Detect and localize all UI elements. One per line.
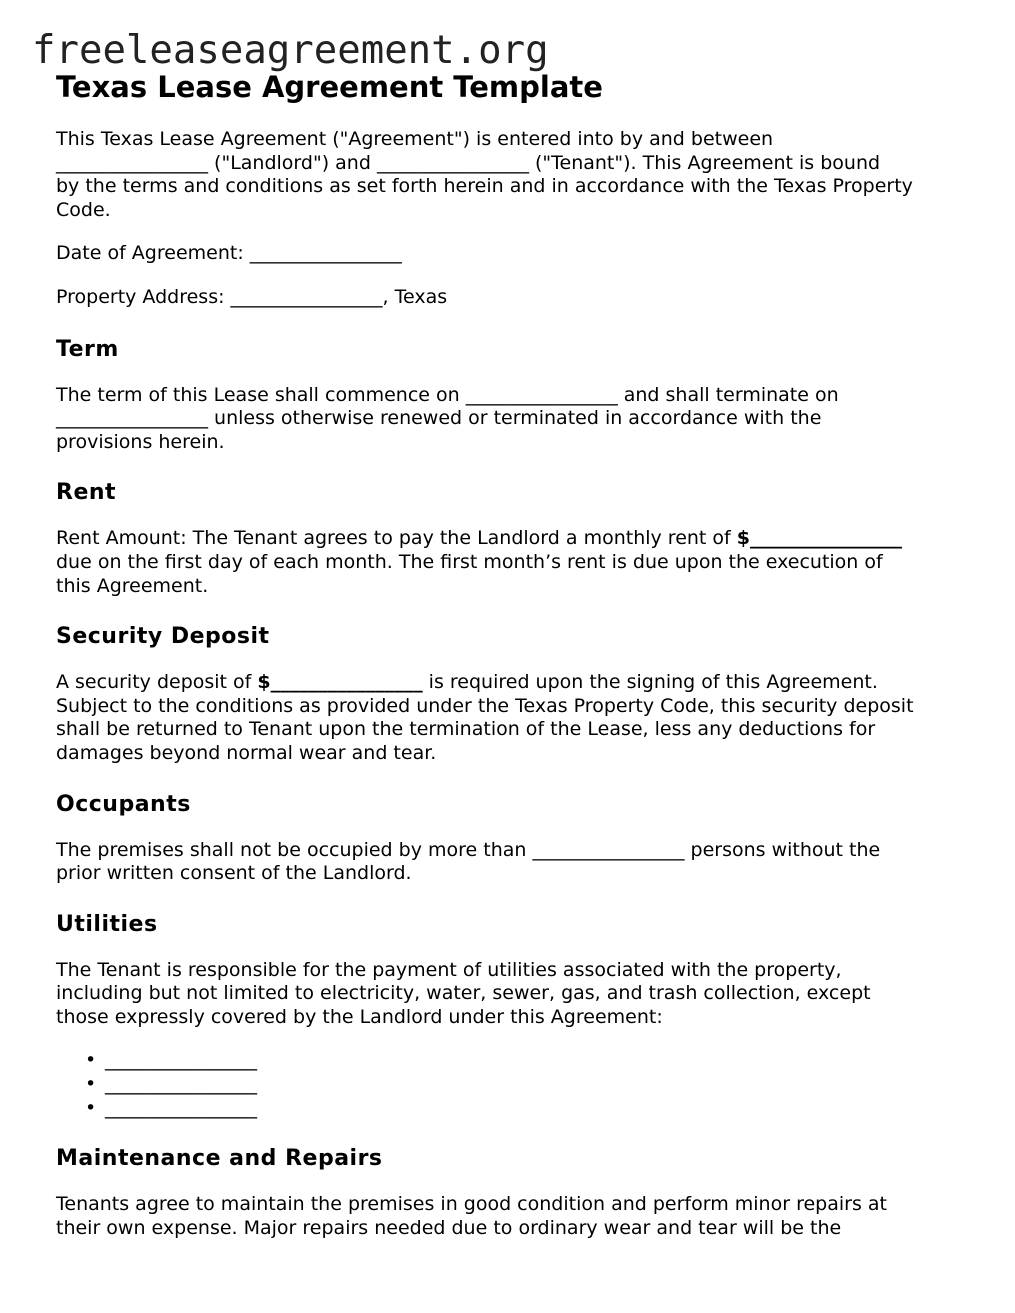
- deposit-line: damages beyond normal wear and tear.: [56, 741, 437, 764]
- utility-blank: ________________: [105, 1073, 257, 1096]
- term-paragraph: [56, 384, 966, 455]
- deposit-text-post: is required upon the signing of this Agreement.: [422, 671, 878, 694]
- bullet-icon: •: [85, 1049, 97, 1072]
- occupants-line: The premises shall not be occupied by more than ________________ persons without the: [56, 838, 881, 861]
- bullet-icon: •: [85, 1073, 97, 1096]
- rent-line: due on the first day of each month. The first month’s rent is due upon the execution of: [56, 550, 883, 573]
- term-line: provisions herein.: [56, 430, 225, 453]
- section-heading-term: Term: [56, 336, 119, 362]
- occupants-paragraph: [56, 839, 966, 886]
- term-line: ________________ unless otherwise renewed or terminated in accordance with the: [56, 407, 822, 430]
- utility-blank: ________________: [105, 1049, 257, 1072]
- utilities-line: those expressly covered by the Landlord under this Agreement:: [56, 1005, 663, 1028]
- utilities-line: including but not limited to electricity, water, sewer, gas, and trash collection, except: [56, 982, 871, 1005]
- deposit-line: shall be returned to Tenant upon the termination of the Lease, less any deductions for: [56, 718, 876, 741]
- list-item: [56, 1049, 966, 1073]
- rent-line: this Agreement.: [56, 574, 209, 597]
- bullet-icon: •: [85, 1096, 97, 1119]
- intro-line: ________________ ("Landlord") and ________________ ("Tenant"). This Agreement is bound: [56, 151, 881, 174]
- utilities-line: The Tenant is responsible for the payment of utilities associated with the property,: [56, 958, 842, 981]
- rent-amount-blank: $________________: [736, 527, 902, 550]
- list-item: [56, 1097, 966, 1121]
- utilities-list: [56, 1049, 966, 1120]
- section-heading-utilities: Utilities: [56, 911, 158, 937]
- intro-line: by the terms and conditions as set forth herein and in accordance with the Texas Property: [56, 175, 913, 198]
- rent-paragraph: [56, 527, 966, 598]
- deposit-amount-blank: $________________: [257, 671, 423, 694]
- utility-blank: ________________: [105, 1096, 257, 1119]
- intro-paragraph: [56, 128, 966, 222]
- intro-line: Code.: [56, 198, 111, 221]
- document-title: Texas Lease Agreement Template: [56, 70, 603, 104]
- date-of-agreement-line: Date of Agreement: ________________: [56, 242, 402, 265]
- section-heading-occupants: Occupants: [56, 791, 191, 817]
- maintenance-line: their own expense. Major repairs needed due to ordinary wear and tear will be the: [56, 1216, 842, 1239]
- section-heading-security-deposit: Security Deposit: [56, 624, 270, 650]
- list-item: [56, 1073, 966, 1097]
- rent-amount-text: Rent Amount: The Tenant agrees to pay the Landlord a monthly rent of: [56, 527, 737, 550]
- occupants-line: prior written consent of the Landlord.: [56, 862, 412, 885]
- deposit-line: [56, 671, 966, 695]
- term-line: The term of this Lease shall commence on ________________ and shall terminate on: [56, 383, 839, 406]
- section-heading-maintenance: Maintenance and Repairs: [56, 1146, 383, 1172]
- lease-document: [56, 66, 966, 1260]
- rent-line: [56, 527, 966, 551]
- deposit-line: Subject to the conditions as provided under the Texas Property Code, this security deposit: [56, 694, 914, 717]
- deposit-paragraph: [56, 671, 966, 765]
- property-address-line: Property Address: ________________, Texas: [56, 285, 448, 308]
- maintenance-paragraph: [56, 1193, 966, 1240]
- maintenance-line: Tenants agree to maintain the premises in good condition and perform minor repairs at: [56, 1193, 887, 1216]
- section-heading-rent: Rent: [56, 480, 117, 506]
- utilities-paragraph: [56, 959, 966, 1030]
- deposit-text-pre: A security deposit of: [56, 671, 258, 694]
- intro-line: This Texas Lease Agreement ("Agreement") is entered into by and between: [56, 128, 774, 150]
- site-watermark: freeleaseagreement.org: [32, 28, 549, 73]
